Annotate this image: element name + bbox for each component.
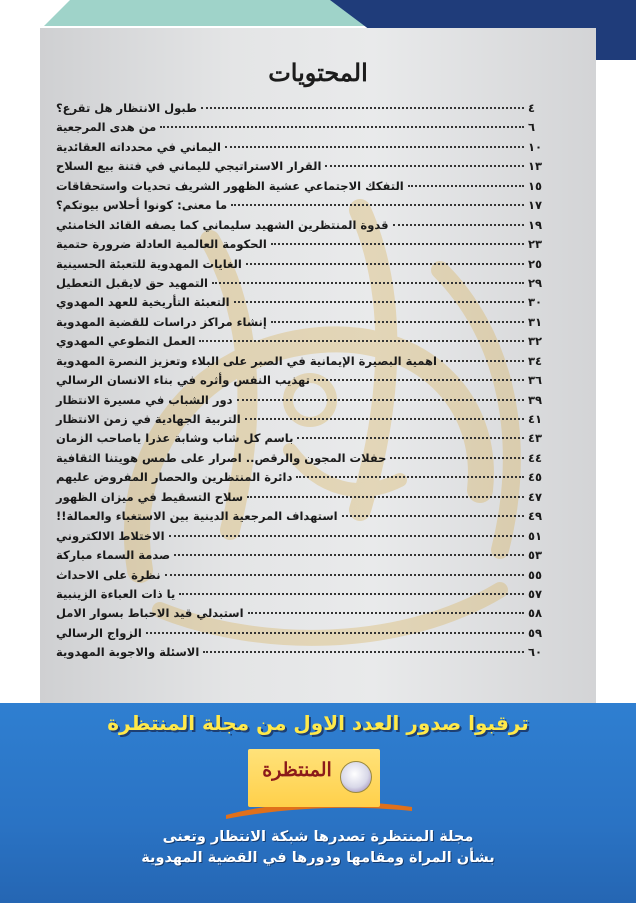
promo-banner [0, 703, 636, 903]
toc-leader-dots [325, 164, 524, 167]
toc-entry-title: صدمة السماء مباركة [56, 548, 171, 563]
toc-entry-title: اهمية البصيرة الإيمانية في الصبر على البلاء وتعزيز النصرة المهدوية [56, 353, 437, 368]
toc-entry [56, 140, 556, 159]
toc-entry [56, 276, 556, 295]
toc-entry [56, 198, 556, 217]
toc-entry [56, 470, 556, 489]
toc-entry-title: دور الشباب في مسيرة الانتظار [56, 392, 233, 407]
toc-entry [56, 645, 556, 664]
toc-entry [56, 548, 556, 567]
promo-headline: ترقبوا صدور العدد الاول من مجلة المنتظرة [107, 711, 529, 735]
toc-entry [56, 237, 556, 256]
toc-entry [56, 431, 556, 450]
toc-entry-page-number: ٢٩ [528, 275, 543, 290]
toc-entry-title: الاسئلة والاجوبة المهدوية [56, 645, 200, 660]
toc-entry-page-number: ٤٣ [528, 431, 543, 446]
toc-entry-title: باسم كل شاب وشابة عذرا ياصاحب الزمان [56, 431, 294, 446]
toc-leader-dots [199, 339, 524, 342]
toc-entry [56, 295, 556, 314]
toc-leader-dots [314, 378, 524, 381]
toc-leader-dots [174, 553, 524, 556]
toc-leader-dots [408, 184, 524, 187]
toc-leader-dots [393, 223, 524, 226]
toc-entry-title: قدوة المنتظرين الشهيد سليماني كما يصفه القائد الخامنئي [56, 217, 389, 232]
toc-entry-title: حفلات المجون والرقص.. اصرار على طمس هويتنا الثقافية [56, 450, 387, 465]
toc-leader-dots [231, 203, 524, 206]
toc-entry [56, 354, 556, 373]
toc-leader-dots [248, 611, 524, 614]
toc-entry-page-number: ٣٢ [528, 334, 543, 349]
toc-entry-title: اليماني في محدداته العقائدية [56, 139, 221, 154]
toc-entry-page-number: ٥٣ [528, 548, 543, 563]
toc-entry [56, 257, 556, 276]
toc-leader-dots [441, 359, 524, 362]
toc-leader-dots [234, 300, 524, 303]
toc-entry-page-number: ٥٨ [528, 606, 543, 621]
toc-entry-page-number: ١٧ [528, 198, 543, 213]
toc-entry-page-number: ٦٠ [528, 645, 543, 660]
toc-leader-dots [225, 145, 524, 148]
table-of-contents [56, 101, 556, 665]
toc-entry-title: العمل التطوعي المهدوي [56, 334, 196, 349]
toc-entry-page-number: ٥١ [528, 528, 543, 543]
toc-leader-dots [237, 398, 525, 401]
toc-entry-page-number: ٤ [528, 101, 536, 115]
toc-entry-page-number: ٢٥ [528, 256, 543, 271]
toc-entry-title: طبول الانتظار هل تقرع؟ [56, 101, 197, 115]
toc-entry-page-number: ٥٥ [528, 567, 543, 582]
toc-entry [56, 568, 556, 587]
toc-entry [56, 490, 556, 509]
toc-leader-dots [146, 631, 524, 634]
toc-entry-page-number: ١٩ [528, 217, 543, 232]
toc-entry-page-number: ٥٩ [528, 625, 543, 640]
toc-entry [56, 218, 556, 237]
toc-entry-page-number: ٥٧ [528, 586, 543, 601]
toc-entry [56, 606, 556, 625]
toc-entry-title: التفكك الاجتماعي عشية الظهور الشريف تحديات واستحقاقات [56, 178, 404, 193]
magazine-name: المنتظرة [262, 759, 332, 781]
toc-leader-dots [212, 281, 524, 284]
toc-entry-title: الزواج الرسالي [56, 625, 142, 640]
toc-entry-title: الاختلاط الالكتروني [56, 528, 165, 543]
toc-entry-title: التعبئة التأريخية للعهد المهدوي [56, 295, 230, 310]
toc-entry-page-number: ١٠ [528, 139, 543, 154]
toc-leader-dots [390, 456, 524, 459]
toc-leader-dots [271, 320, 524, 323]
toc-entry-title: نظرة على الاحداث [56, 567, 161, 582]
toc-entry [56, 120, 556, 139]
toc-entry-title: الغايات المهدوية للتعبئة الحسينية [56, 256, 242, 271]
toc-leader-dots [342, 514, 524, 517]
toc-entry-title: استهداف المرجعية الدينية بين الاستغباء والعمالة!! [56, 509, 338, 524]
toc-entry-page-number: ٢٣ [528, 237, 543, 252]
toc-entry-page-number: ١٣ [528, 159, 543, 174]
toc-entry-title: الحكومة العالمية العادلة ضرورة حتمية [56, 237, 267, 252]
page-title: المحتويات [268, 58, 368, 87]
toc-entry [56, 587, 556, 606]
toc-entry [56, 179, 556, 198]
toc-leader-dots [179, 592, 524, 595]
toc-entry-title: من هدى المرجعية [56, 120, 157, 135]
toc-entry-title: استبدلي قيد الاحباط بسوار الامل [56, 606, 244, 621]
magazine-logo-icon [340, 761, 372, 793]
toc-entry-page-number: ٤٥ [528, 470, 543, 485]
toc-entry-page-number: ٤٩ [528, 509, 543, 524]
toc-entry [56, 373, 556, 392]
toc-entry [56, 509, 556, 528]
toc-entry [56, 529, 556, 548]
toc-entry-title: ما معنى: كونوا أحلاس بيوتكم؟ [56, 198, 228, 213]
toc-entry [56, 412, 556, 431]
toc-entry [56, 626, 556, 645]
toc-entry-page-number: ٤١ [528, 412, 543, 426]
toc-entry [56, 334, 556, 353]
toc-leader-dots [246, 262, 524, 265]
toc-entry [56, 451, 556, 470]
toc-entry-page-number: ٣٤ [528, 353, 543, 368]
toc-entry-title: إنشاء مراكز دراسات للقضية المهدوية [56, 314, 267, 329]
toc-entry [56, 393, 556, 412]
toc-entry-title: التمهيد حق لايقبل التعطيل [56, 275, 208, 290]
toc-entry-title: تهذيب النفس وأثره في بناء الانسان الرسالي [56, 373, 310, 388]
toc-entry-title: التربية الجهادية في زمن الانتظار [56, 412, 241, 426]
toc-entry-page-number: ١٥ [528, 178, 543, 193]
toc-leader-dots [201, 106, 524, 109]
promo-description-line-2: بشأن المراة ومقامها ودورها في القضية المهدوية [141, 850, 495, 866]
toc-entry [56, 159, 556, 178]
toc-entry-page-number: ٣٦ [528, 373, 543, 388]
toc-entry-page-number: ٤٤ [528, 450, 543, 465]
toc-entry-page-number: ٦ [528, 120, 536, 135]
toc-leader-dots [165, 573, 524, 576]
toc-leader-dots [296, 475, 524, 478]
toc-leader-dots [160, 125, 524, 128]
toc-entry [56, 101, 556, 120]
toc-leader-dots [169, 534, 524, 537]
toc-entry-page-number: ٣١ [528, 314, 543, 329]
toc-entry-title: القرار الاستراتيجي لليماني في فتنة بيع السلاح [56, 159, 322, 174]
toc-entry-page-number: ٣٠ [528, 295, 543, 310]
toc-leader-dots [245, 417, 524, 420]
magazine-badge [248, 749, 380, 807]
toc-entry-title: دائرة المنتظرين والحصار المفروض عليهم [56, 470, 293, 485]
toc-entry [56, 315, 556, 334]
toc-entry-title: يا ذات العباءة الزينبية [56, 586, 176, 601]
toc-leader-dots [297, 436, 524, 439]
toc-entry-page-number: ٣٩ [528, 392, 543, 407]
toc-leader-dots [271, 242, 524, 245]
toc-leader-dots [247, 495, 524, 498]
promo-description-line-1: مجلة المنتظرة تصدرها شبكة الانتظار وتعنى [162, 829, 474, 845]
toc-entry-page-number: ٤٧ [528, 489, 543, 504]
toc-leader-dots [203, 650, 524, 653]
toc-entry-title: سلاح التسقيط في ميزان الظهور [56, 489, 244, 504]
